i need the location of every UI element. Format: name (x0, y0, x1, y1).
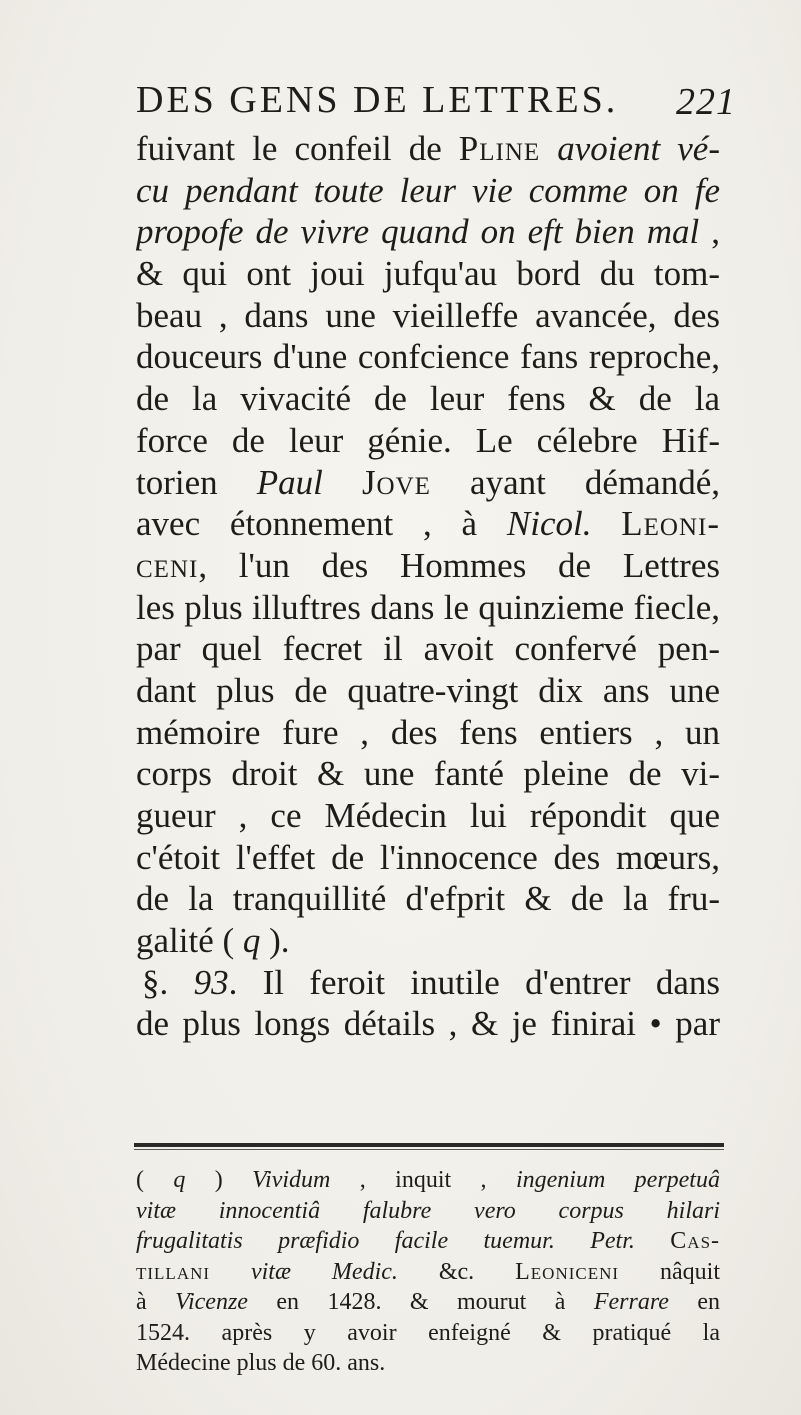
small-caps-run: Leoni- (621, 504, 720, 544)
footnote-line (136, 1257, 720, 1288)
page-number: 221 (676, 81, 736, 123)
text-run: . Il feroit inutile d'entrer dans (228, 962, 720, 1002)
footnote-line (136, 1348, 720, 1379)
running-title: DES GENS DE LETTRES. (136, 79, 619, 121)
italic-run: frugalitatis præfidio facile tuemur. Petr. (136, 1228, 635, 1254)
text-line (136, 253, 720, 295)
italic-run: ingenium perpetuâ (515, 1167, 720, 1193)
text-run: , l'un des Hommes de Lettres (198, 545, 720, 585)
text-run: corps droit & une fanté pleine de vi- (136, 754, 720, 794)
text-run: en (668, 1289, 720, 1315)
footnote (136, 1165, 720, 1379)
italic-run: q (242, 921, 261, 961)
text-line (136, 420, 720, 462)
text-line (136, 878, 720, 920)
text-line (136, 837, 720, 879)
text-run: ). (260, 921, 290, 961)
text-run: 1524. après y avoir enfeigné & pratiqué la (136, 1319, 720, 1346)
text-line (136, 503, 720, 545)
text-run: par quel fecret il avoit confervé pen- (136, 629, 720, 669)
text-run: &c. (397, 1258, 516, 1285)
text-run (323, 463, 362, 502)
text-run (210, 1259, 251, 1285)
text-run (635, 1228, 670, 1254)
text-line (136, 712, 720, 754)
italic-run: Ferrare (593, 1289, 669, 1315)
text-run (591, 504, 621, 543)
small-caps-run: tillani (136, 1258, 211, 1285)
small-caps-run: Leoniceni (515, 1258, 620, 1285)
italic-run: propofe de vivre quand on eft bien mal (136, 212, 700, 252)
text-run: gueur , ce Médecin lui répondit que (136, 796, 720, 835)
text-line (136, 962, 720, 1004)
text-line (136, 295, 720, 337)
text-line (136, 336, 720, 378)
footnote-line (136, 1165, 720, 1196)
text-line (136, 170, 720, 212)
text-run: à (136, 1289, 176, 1315)
text-run: c'étoit l'effet de l'innocence des mœurs, (136, 837, 720, 877)
italic-run: Nicol. (506, 504, 592, 544)
text-run: douceurs d'une confcience fans reproche, (136, 337, 720, 377)
text-run: beau , dans une vieilleffe avancée, des (136, 295, 720, 335)
footnote-line (136, 1226, 720, 1257)
small-caps-run: Jove (361, 462, 431, 502)
small-caps-run: Pline (458, 129, 541, 168)
text-line (136, 211, 720, 253)
italic-run: q (173, 1167, 186, 1193)
small-caps-run: ceni (136, 545, 199, 585)
text-run: fuivant le confeil de (136, 129, 459, 168)
text-line (136, 670, 720, 712)
italic-run: Paul (256, 462, 323, 502)
text-line (136, 587, 720, 629)
footnote-line (136, 1196, 720, 1227)
text-line (136, 920, 720, 962)
italic-run: 93 (193, 962, 229, 1002)
text-run: dant plus de quatre-vingt dix ans une (136, 670, 720, 710)
italic-run: Vividum (252, 1167, 331, 1193)
text-run: §. (142, 962, 194, 1002)
text-line (136, 795, 720, 837)
main-text (136, 128, 720, 1045)
small-caps-run: Cas- (670, 1228, 720, 1254)
text-run: ( (136, 1167, 174, 1193)
footnote-line (136, 1318, 720, 1349)
text-line (136, 128, 720, 170)
text-line (136, 1003, 720, 1045)
text-line (136, 628, 720, 670)
text-run: torien (136, 462, 257, 502)
running-head (96, 78, 736, 128)
italic-run: cu pendant toute leur vie comme on fe (136, 170, 720, 210)
text-line (136, 545, 720, 587)
text-run: de la vivacité de leur fens & de la (136, 379, 720, 419)
text-run: en 1428. & mourut à (247, 1289, 594, 1315)
italic-run: Vicenze (175, 1289, 248, 1315)
footnote-line (136, 1287, 720, 1318)
text-run: de la tranquillité d'efprit & de la fru- (136, 879, 720, 919)
text-line (136, 378, 720, 420)
text-run: force de leur génie. Le célebre Hif- (136, 420, 720, 460)
text-run: avec étonnement , à (136, 504, 507, 544)
text-run: galité ( (136, 921, 243, 961)
text-run: ) (185, 1167, 253, 1193)
text-run: , inquit , (330, 1167, 516, 1193)
italic-run: vitæ Medic. (250, 1258, 398, 1285)
text-run: de plus longs détails , & je finirai • par (136, 1004, 720, 1044)
italic-run: avoient vé- (540, 129, 720, 168)
text-run: Médecine plus de 60. ans. (136, 1350, 386, 1376)
text-run: nâquit (619, 1258, 720, 1285)
footnote-divider (134, 1143, 724, 1147)
text-run: , (699, 212, 720, 252)
text-run: les plus illuftres dans le quinzieme fiecle, (136, 587, 720, 627)
text-run: & qui ont joui jufqu'au bord du tom- (136, 254, 720, 294)
text-line (136, 753, 720, 795)
italic-run: vitæ innocentiâ falubre vero corpus hilari (136, 1197, 720, 1224)
text-run: mémoire fure , des fens entiers , un (136, 712, 720, 752)
text-line (136, 462, 720, 504)
text-run: ayant démandé, (430, 462, 720, 502)
